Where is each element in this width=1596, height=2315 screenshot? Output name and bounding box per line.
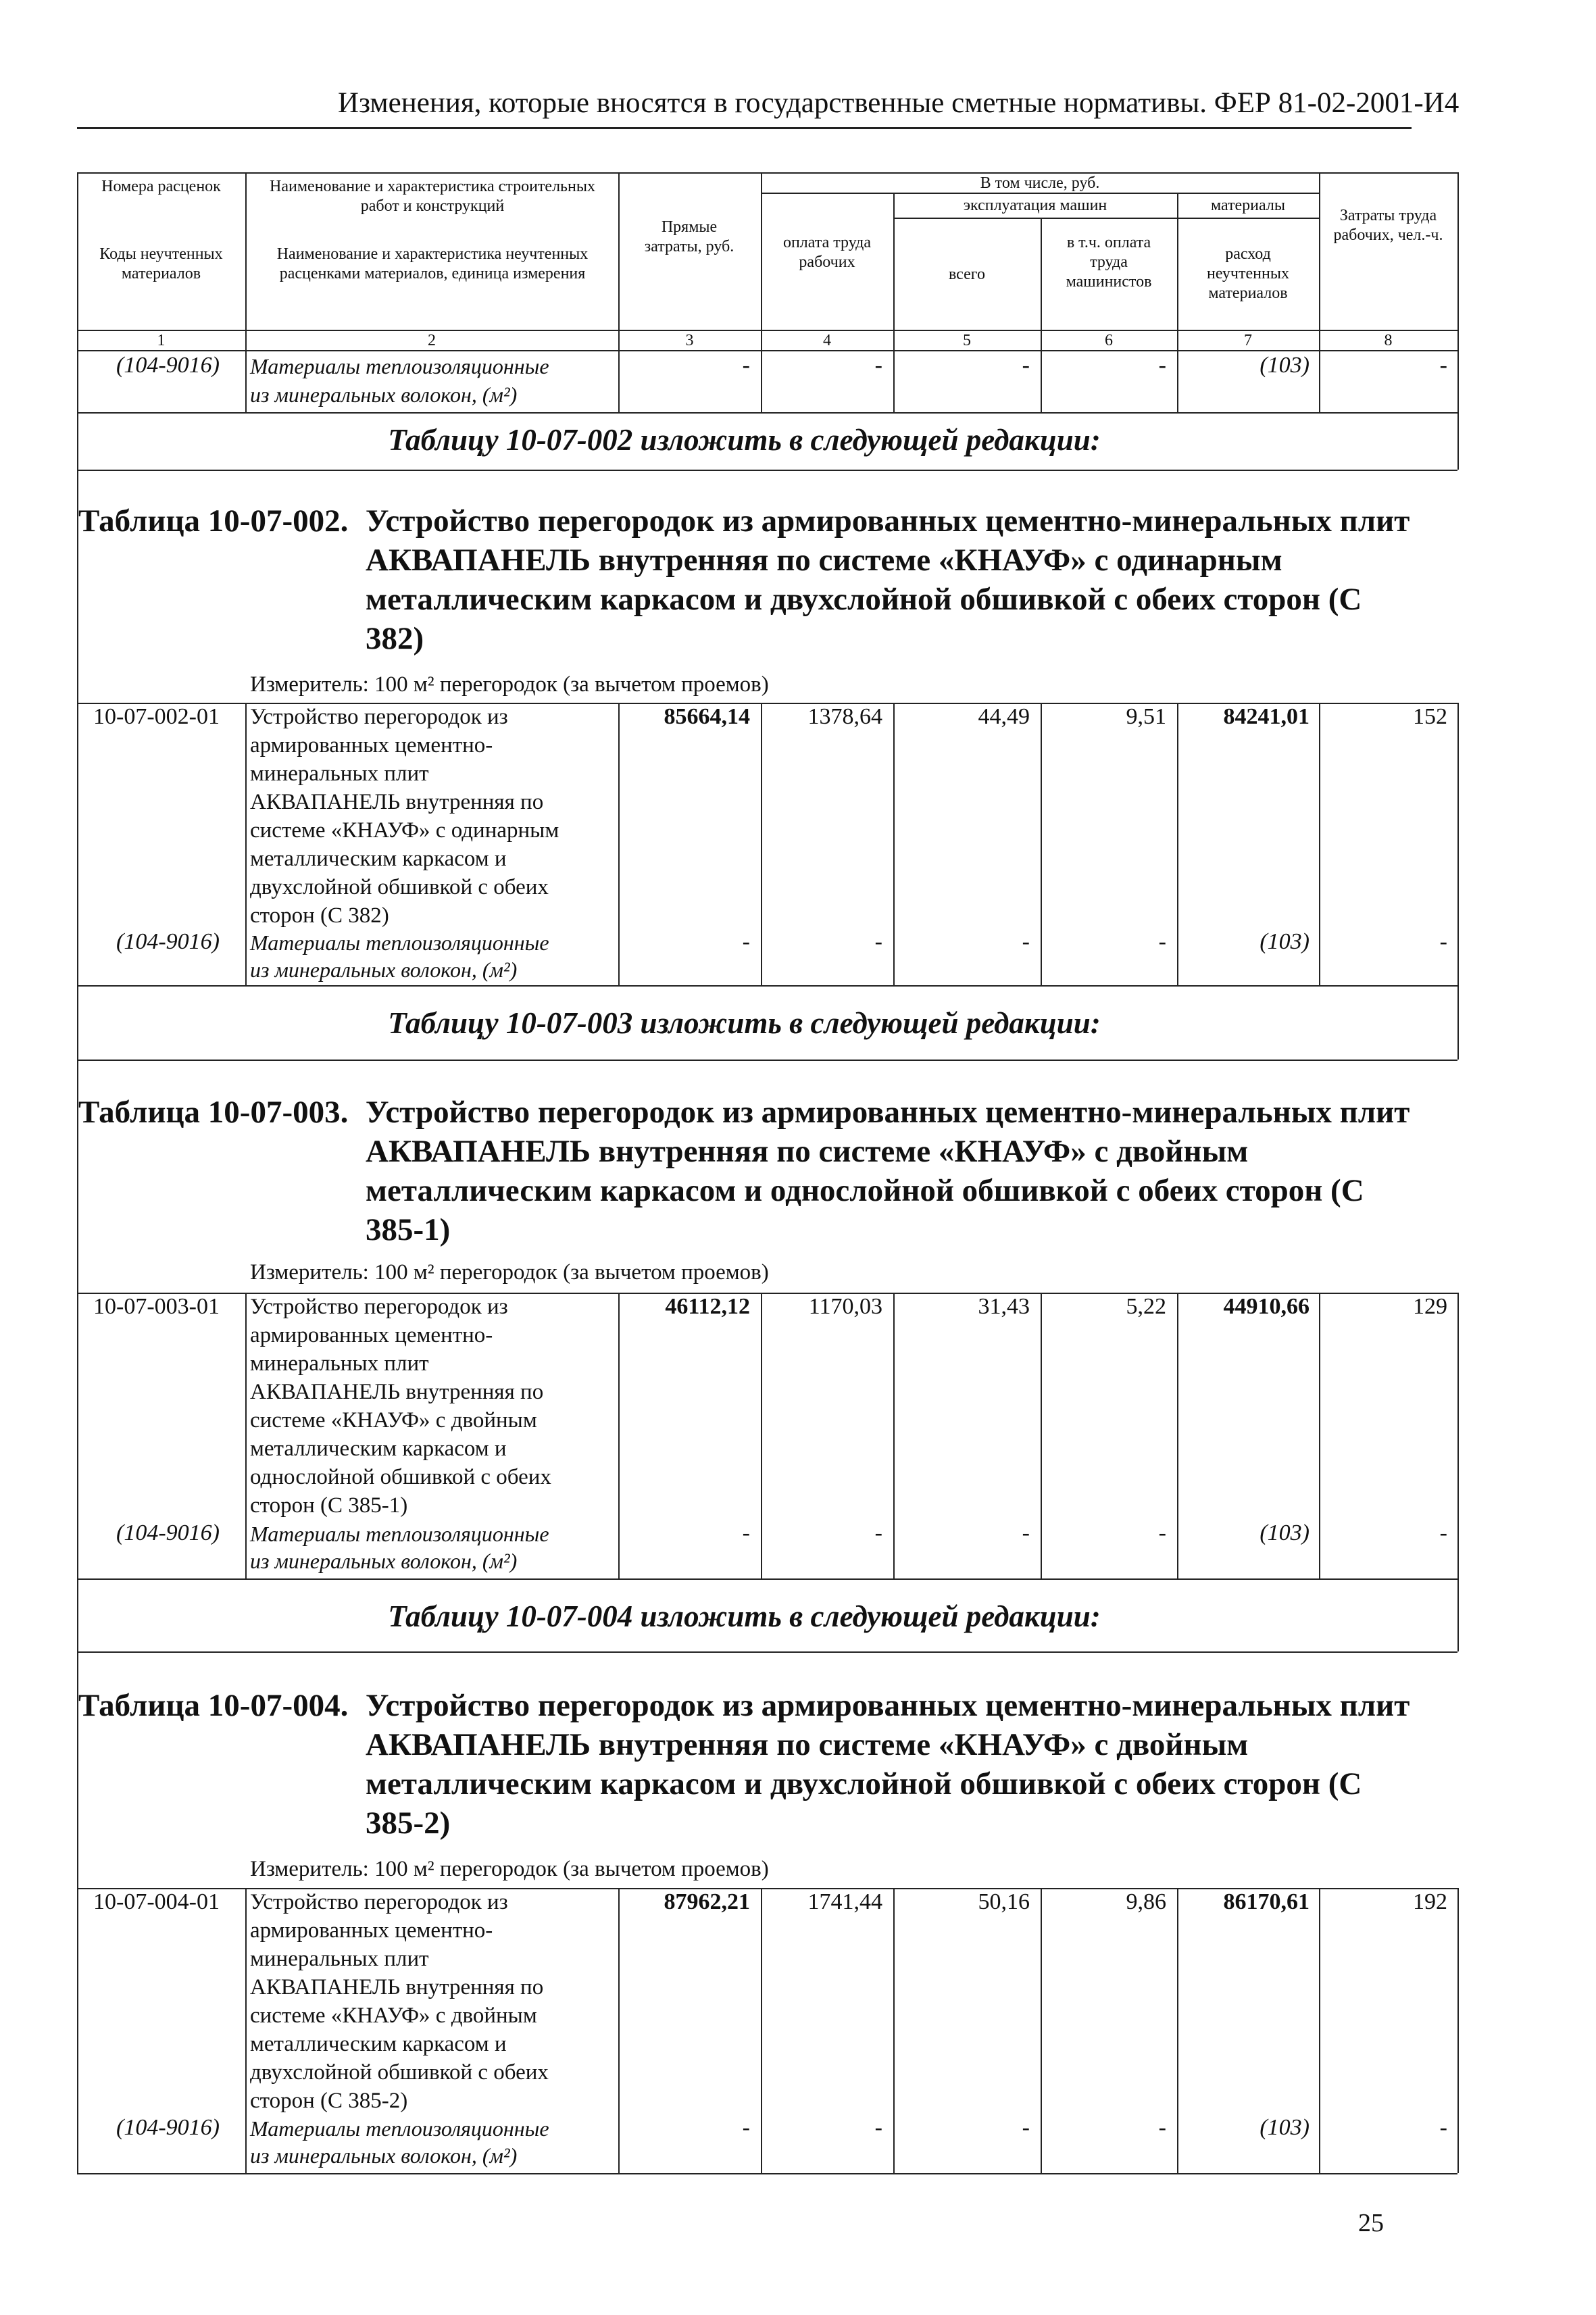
header-rule	[77, 127, 1412, 129]
table-003-material-c3: -	[742, 1520, 750, 1545]
table-002-material-c3: -	[742, 929, 750, 954]
table-002-c3: 85664,14	[664, 704, 750, 729]
col-number-6: 6	[1105, 332, 1113, 349]
table-002-label: Таблица 10-07-002.	[78, 503, 349, 539]
table-003-material-name: Материалы теплоизоляционные	[250, 1522, 549, 1546]
top-material-name: Материалы теплоизоляционные	[250, 354, 549, 378]
col3-header: Прямые затраты, руб.	[644, 218, 734, 255]
top-material-c8: -	[1439, 353, 1447, 378]
table-003-c4: 1170,03	[808, 1294, 882, 1319]
table-004-material-c5: -	[1022, 2115, 1030, 2140]
top-material-c7: (103)	[1260, 353, 1310, 378]
col5-header: всего	[948, 266, 986, 283]
table-002-title: Устройство перегородок из армированных цементно-минеральных плит АКВАПАНЕЛЬ внутренняя по системе «КНАУФ» с одинарным металлическим каркасом и двухслойной обшивкой с обеих сторон (С 382)	[366, 503, 1410, 656]
top-material-code: (104-9016)	[116, 353, 220, 378]
page-number: 25	[1358, 2209, 1384, 2237]
col-number-4: 4	[823, 332, 831, 349]
table-004-c3: 87962,21	[664, 1889, 750, 1914]
top-material-c3: -	[742, 353, 750, 378]
group-header: В том числе, руб.	[980, 174, 1100, 192]
instruction-003: Таблицу 10-07-003 изложить в следующей редакции:	[388, 1006, 1101, 1040]
table-002-description: Устройство перегородок из армированных цементно- минеральных плит АКВАПАНЕЛЬ внутренняя по системе «КНАУФ» с одинарным металлическим каркасом и двухслойной обшивкой с обеих сторон (С 382)	[250, 705, 559, 928]
table-004-material-unit: из минеральных волокон, (м²)	[250, 2143, 518, 2168]
table-004-c4: 1741,44	[807, 1889, 882, 1914]
table-002-material-c4: -	[874, 929, 882, 954]
table-003-material-c5: -	[1022, 1520, 1030, 1545]
materials-header: материалы	[1210, 197, 1285, 214]
table-004-c7: 86170,61	[1223, 1889, 1310, 1914]
table-003-c6: 5,22	[1126, 1294, 1166, 1319]
table-003-material-unit: из минеральных волокон, (м²)	[250, 1549, 518, 1573]
machines-header: эксплуатация машин	[963, 197, 1107, 214]
table-004-material-c7: (103)	[1260, 2115, 1310, 2140]
table-003-c3: 46112,12	[665, 1294, 750, 1319]
instruction-004: Таблицу 10-07-004 изложить в следующей редакции:	[388, 1599, 1101, 1633]
table-003-material-c7: (103)	[1260, 1520, 1310, 1545]
table-002-material-unit: из минеральных волокон, (м²)	[250, 957, 518, 982]
col1-header-top: Номера расценок	[101, 178, 221, 195]
table-004-measure: Измеритель: 100 м² перегородок (за вычетом проемов)	[250, 1857, 769, 1881]
col2-header-top: Наименование и характеристика строительных работ и конструкций	[270, 178, 595, 215]
table-002-c8: 152	[1413, 704, 1447, 729]
table-003-title: Устройство перегородок из армированных цементно-минеральных плит АКВАПАНЕЛЬ внутренняя по системе «КНАУФ» с двойным металлическим каркасом и однослойной обшивкой с обеих сторон (С 385-1)	[366, 1095, 1410, 1247]
table-003-material-code: (104-9016)	[116, 1520, 220, 1545]
top-material-c4: -	[874, 353, 882, 378]
table-003-code: 10-07-003-01	[93, 1294, 220, 1319]
table-003-description: Устройство перегородок из армированных цементно- минеральных плит АКВАПАНЕЛЬ внутренняя по системе «КНАУФ» с двойным металлическим каркасом и однослойной обшивкой с обеих сторон (С 385-1)	[250, 1295, 551, 1518]
table-002-c6: 9,51	[1126, 704, 1166, 729]
table-003-label: Таблица 10-07-003.	[78, 1095, 349, 1130]
col2-header-bottom: Наименование и характеристика неучтенных расценками материалов, единица измерения	[276, 245, 589, 282]
top-material-c5: -	[1022, 353, 1030, 378]
table-004-c8: 192	[1413, 1889, 1447, 1914]
table-002-material-c7: (103)	[1260, 929, 1310, 954]
col-number-5: 5	[963, 332, 971, 349]
top-material-c6: -	[1158, 353, 1166, 378]
table-002-material-c8: -	[1439, 929, 1447, 954]
table-003-c7: 44910,66	[1223, 1294, 1310, 1319]
table-002-material-name: Материалы теплоизоляционные	[250, 930, 549, 955]
table-004-label: Таблица 10-07-004.	[78, 1688, 349, 1723]
table-004-c5: 50,16	[978, 1889, 1030, 1914]
table-004-material-name: Материалы теплоизоляционные	[250, 2116, 549, 2141]
table-002-material-c6: -	[1158, 929, 1166, 954]
col-number-7: 7	[1244, 332, 1252, 349]
table-003-material-c4: -	[874, 1520, 882, 1545]
col7-header: расход неучтенных материалов	[1207, 245, 1289, 302]
col-number-1: 1	[157, 332, 166, 349]
table-004-material-c8: -	[1439, 2115, 1447, 2140]
table-003-material-c8: -	[1439, 1520, 1447, 1545]
table-002-code: 10-07-002-01	[93, 704, 220, 729]
table-004-material-c3: -	[742, 2115, 750, 2140]
table-003-material-c6: -	[1158, 1520, 1166, 1545]
table-004-title: Устройство перегородок из армированных цементно-минеральных плит АКВАПАНЕЛЬ внутренняя по системе «КНАУФ» с двойным металлическим каркасом и двухслойной обшивкой с обеих сторон (С 385-2)	[366, 1688, 1410, 1841]
table-002-c7: 84241,01	[1223, 704, 1310, 729]
col8-header: Затраты труда рабочих, чел.-ч.	[1333, 207, 1443, 244]
table-002-material-code: (104-9016)	[116, 929, 220, 954]
table-002-c5: 44,49	[978, 704, 1030, 729]
top-material-unit: из минеральных волокон, (м²)	[250, 382, 518, 407]
table-004-code: 10-07-004-01	[93, 1889, 220, 1914]
table-002-measure: Измеритель: 100 м² перегородок (за вычетом проемов)	[250, 672, 769, 697]
col-number-3: 3	[685, 332, 694, 349]
table-004-material-c6: -	[1158, 2115, 1166, 2140]
col1-header-bottom: Коды неучтенных материалов	[99, 245, 223, 282]
document-header: Изменения, которые вносятся в государственные сметные нормативы. ФЕР 81-02-2001-И4	[338, 87, 1460, 119]
col6-header: в т.ч. оплата труда машинистов	[1066, 234, 1152, 291]
table-004-c6: 9,86	[1126, 1889, 1166, 1914]
table-004-description: Устройство перегородок из армированных цементно- минеральных плит АКВАПАНЕЛЬ внутренняя по системе «КНАУФ» с двойным металлическим каркасом и двухслойной обшивкой с обеих сторон (С 385-2)	[250, 1890, 549, 2113]
col4-header: оплата труда рабочих	[782, 234, 872, 271]
col-number-2: 2	[428, 332, 436, 349]
table-004-material-code: (104-9016)	[116, 2115, 220, 2140]
table-002-material-c5: -	[1022, 929, 1030, 954]
table-004-material-c4: -	[874, 2115, 882, 2140]
table-003-c8: 129	[1413, 1294, 1447, 1319]
table-003-measure: Измеритель: 100 м² перегородок (за вычетом проемов)	[250, 1260, 769, 1285]
table-003-c5: 31,43	[978, 1294, 1030, 1319]
table-002-c4: 1378,64	[807, 704, 882, 729]
col-number-8: 8	[1384, 332, 1393, 349]
instruction-002: Таблицу 10-07-002 изложить в следующей редакции:	[388, 423, 1101, 457]
